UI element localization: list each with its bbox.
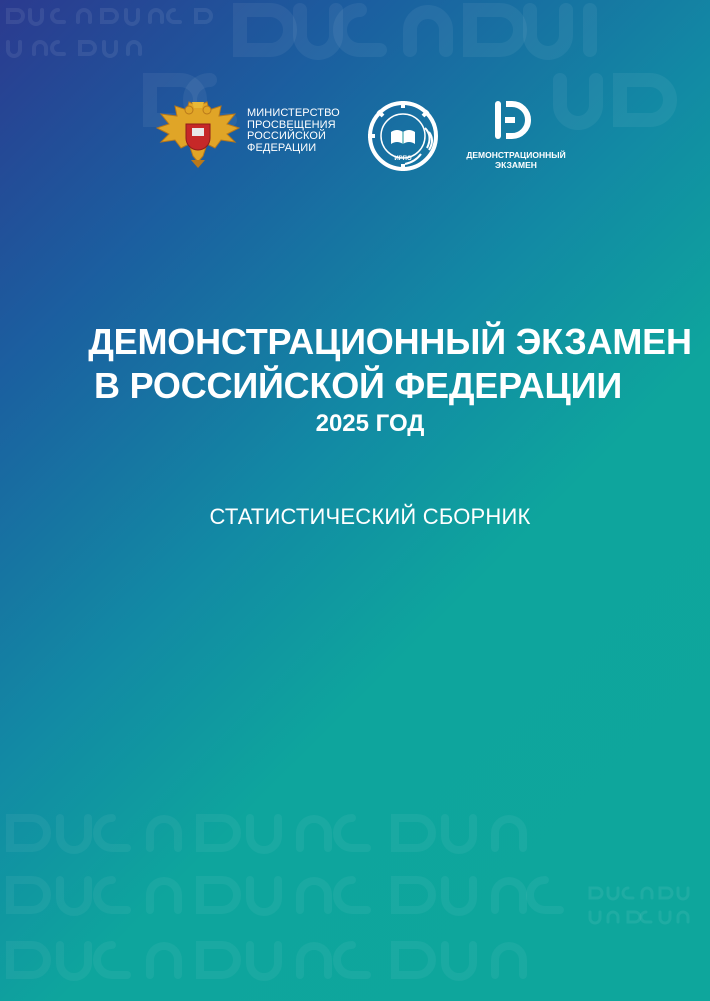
ministry-name-line: ПРОСВЕЩЕНИЯ	[247, 118, 336, 131]
report-year: 2025 ГОД	[315, 410, 425, 437]
report-title	[40, 320, 700, 438]
demo-exam-wordmark-line: ЭКЗАМЕН	[495, 160, 537, 170]
ministry-name	[247, 108, 357, 154]
demo-exam-wordmark-line: ДЕМОНСТРАЦИОННЫЙ	[466, 150, 566, 160]
partner-logos	[0, 0, 710, 200]
double-headed-eagle-icon	[155, 100, 241, 172]
demo-exam-logo	[458, 100, 574, 172]
title-line-2: В РОССИЙСКОЙ ФЕДЕРАЦИИ	[93, 365, 623, 406]
ministry-name-line: МИНИСТЕРСТВО	[247, 107, 340, 119]
irpo-emblem-icon	[365, 98, 441, 174]
irpo-label: ИРПО	[394, 156, 412, 162]
ministry-name-line: ФЕДЕРАЦИИ	[247, 141, 317, 154]
demo-exam-wordmark	[458, 150, 574, 170]
ministry-logo	[155, 100, 355, 172]
report-subtitle: СТАТИСТИЧЕСКИЙ СБОРНИК	[209, 504, 531, 529]
demo-exam-d-icon	[494, 100, 532, 140]
ministry-name-line: РОССИЙСКОЙ	[247, 130, 327, 142]
title-line-1: ДЕМОНСТРАЦИОННЫЙ ЭКЗАМЕН	[88, 321, 692, 362]
